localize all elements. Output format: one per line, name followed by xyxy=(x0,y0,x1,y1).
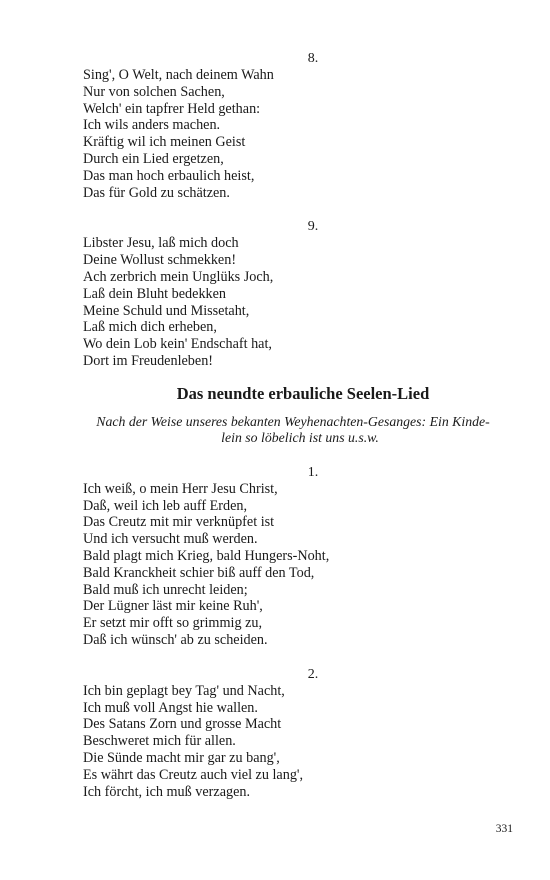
verse-line: Nur von solchen Sachen, xyxy=(83,83,225,100)
verse-line: Das Creutz mit mir verknüpfet ist xyxy=(83,514,275,531)
stanza-8 xyxy=(83,67,503,201)
verse-line: Sing', O Welt, nach deinem Wahn xyxy=(83,67,274,83)
page-body xyxy=(83,50,503,800)
verse-line: Meine Schuld und Missetaht, xyxy=(83,302,250,319)
verse-line: Ach zerbrich mein Unglüks Joch, xyxy=(83,268,274,285)
verse-line: Die Sünde macht mir gar zu bang', xyxy=(83,749,280,766)
verse-line: Dort im Freudenleben! xyxy=(83,352,214,369)
verse-line: Daß, weil ich leb auff Erden, xyxy=(83,497,248,514)
verse-line: Der Lügner läst mir keine Ruh', xyxy=(83,598,263,615)
stanza-number: 8. xyxy=(307,51,319,66)
verse-line: Daß ich wünsch' ab zu scheiden. xyxy=(83,631,268,648)
verse-line: Und ich versucht muß werden. xyxy=(83,531,258,548)
stanza-number: 9. xyxy=(307,219,319,235)
stanza-number: 2. xyxy=(307,666,319,682)
song-title: Das neundte erbauliche Seelen-Lied xyxy=(176,383,430,403)
verse-line: Es währt das Creutz auch viel zu lang', xyxy=(83,766,304,783)
song-subtitle xyxy=(83,414,503,447)
verse-line: Beschweret mich für allen. xyxy=(83,733,236,750)
subtitle-line: lein so löbelich ist uns u.s.w. xyxy=(221,430,379,446)
verse-line: Ich weiß, o mein Herr Jesu Christ, xyxy=(83,480,278,497)
verse-line: Das man hoch erbaulich heist, xyxy=(83,167,255,184)
verse-line: Bald Kranckheit schier biß auff den Tod, xyxy=(83,564,315,581)
stanza-gap xyxy=(83,649,503,666)
verse-line: Welch' ein tapfrer Held gethan: xyxy=(83,100,261,117)
verse-line: Des Satans Zorn und grosse Macht xyxy=(83,716,282,733)
page-number: 331 xyxy=(495,823,513,835)
verse-line: Deine Wollust schmekken! xyxy=(83,252,237,269)
subtitle-line: Nach der Weise unseres bekanten Weyhenachten-Gesanges: Ein Kinde- xyxy=(96,413,490,429)
stanza-2 xyxy=(83,683,503,801)
verse-line: Ich bin geplagt bey Tag' und Nacht, xyxy=(83,682,285,699)
stanza-number: 1. xyxy=(307,464,319,480)
stanza-9 xyxy=(83,235,503,369)
verse-line: Ich muß voll Angst hie wallen. xyxy=(83,699,258,716)
verse-line: Libster Jesu, laß mich doch xyxy=(83,235,239,252)
verse-line: Ich wils anders machen. xyxy=(83,117,221,134)
verse-line: Ich förcht, ich muß verzagen. xyxy=(83,783,251,800)
verse-line: Laß mich dich erheben, xyxy=(83,319,217,336)
verse-line: Laß dein Bluht bedekken xyxy=(83,285,227,302)
verse-line: Bald plagt mich Krieg, bald Hungers-Noht, xyxy=(83,547,330,564)
verse-line: Kräftig wil ich meinen Geist xyxy=(83,134,246,151)
stanza-gap xyxy=(83,447,503,464)
verse-line: Bald muß ich unrecht leiden; xyxy=(83,581,248,598)
stanza-1 xyxy=(83,481,503,649)
verse-line: Wo dein Lob kein' Endschaft hat, xyxy=(83,336,272,353)
stanza-gap xyxy=(83,201,503,218)
verse-line: Er setzt mir offt so grimmig zu, xyxy=(83,615,263,632)
verse-line: Das für Gold zu schätzen. xyxy=(83,184,230,201)
verse-line: Durch ein Lied ergetzen, xyxy=(83,150,224,167)
